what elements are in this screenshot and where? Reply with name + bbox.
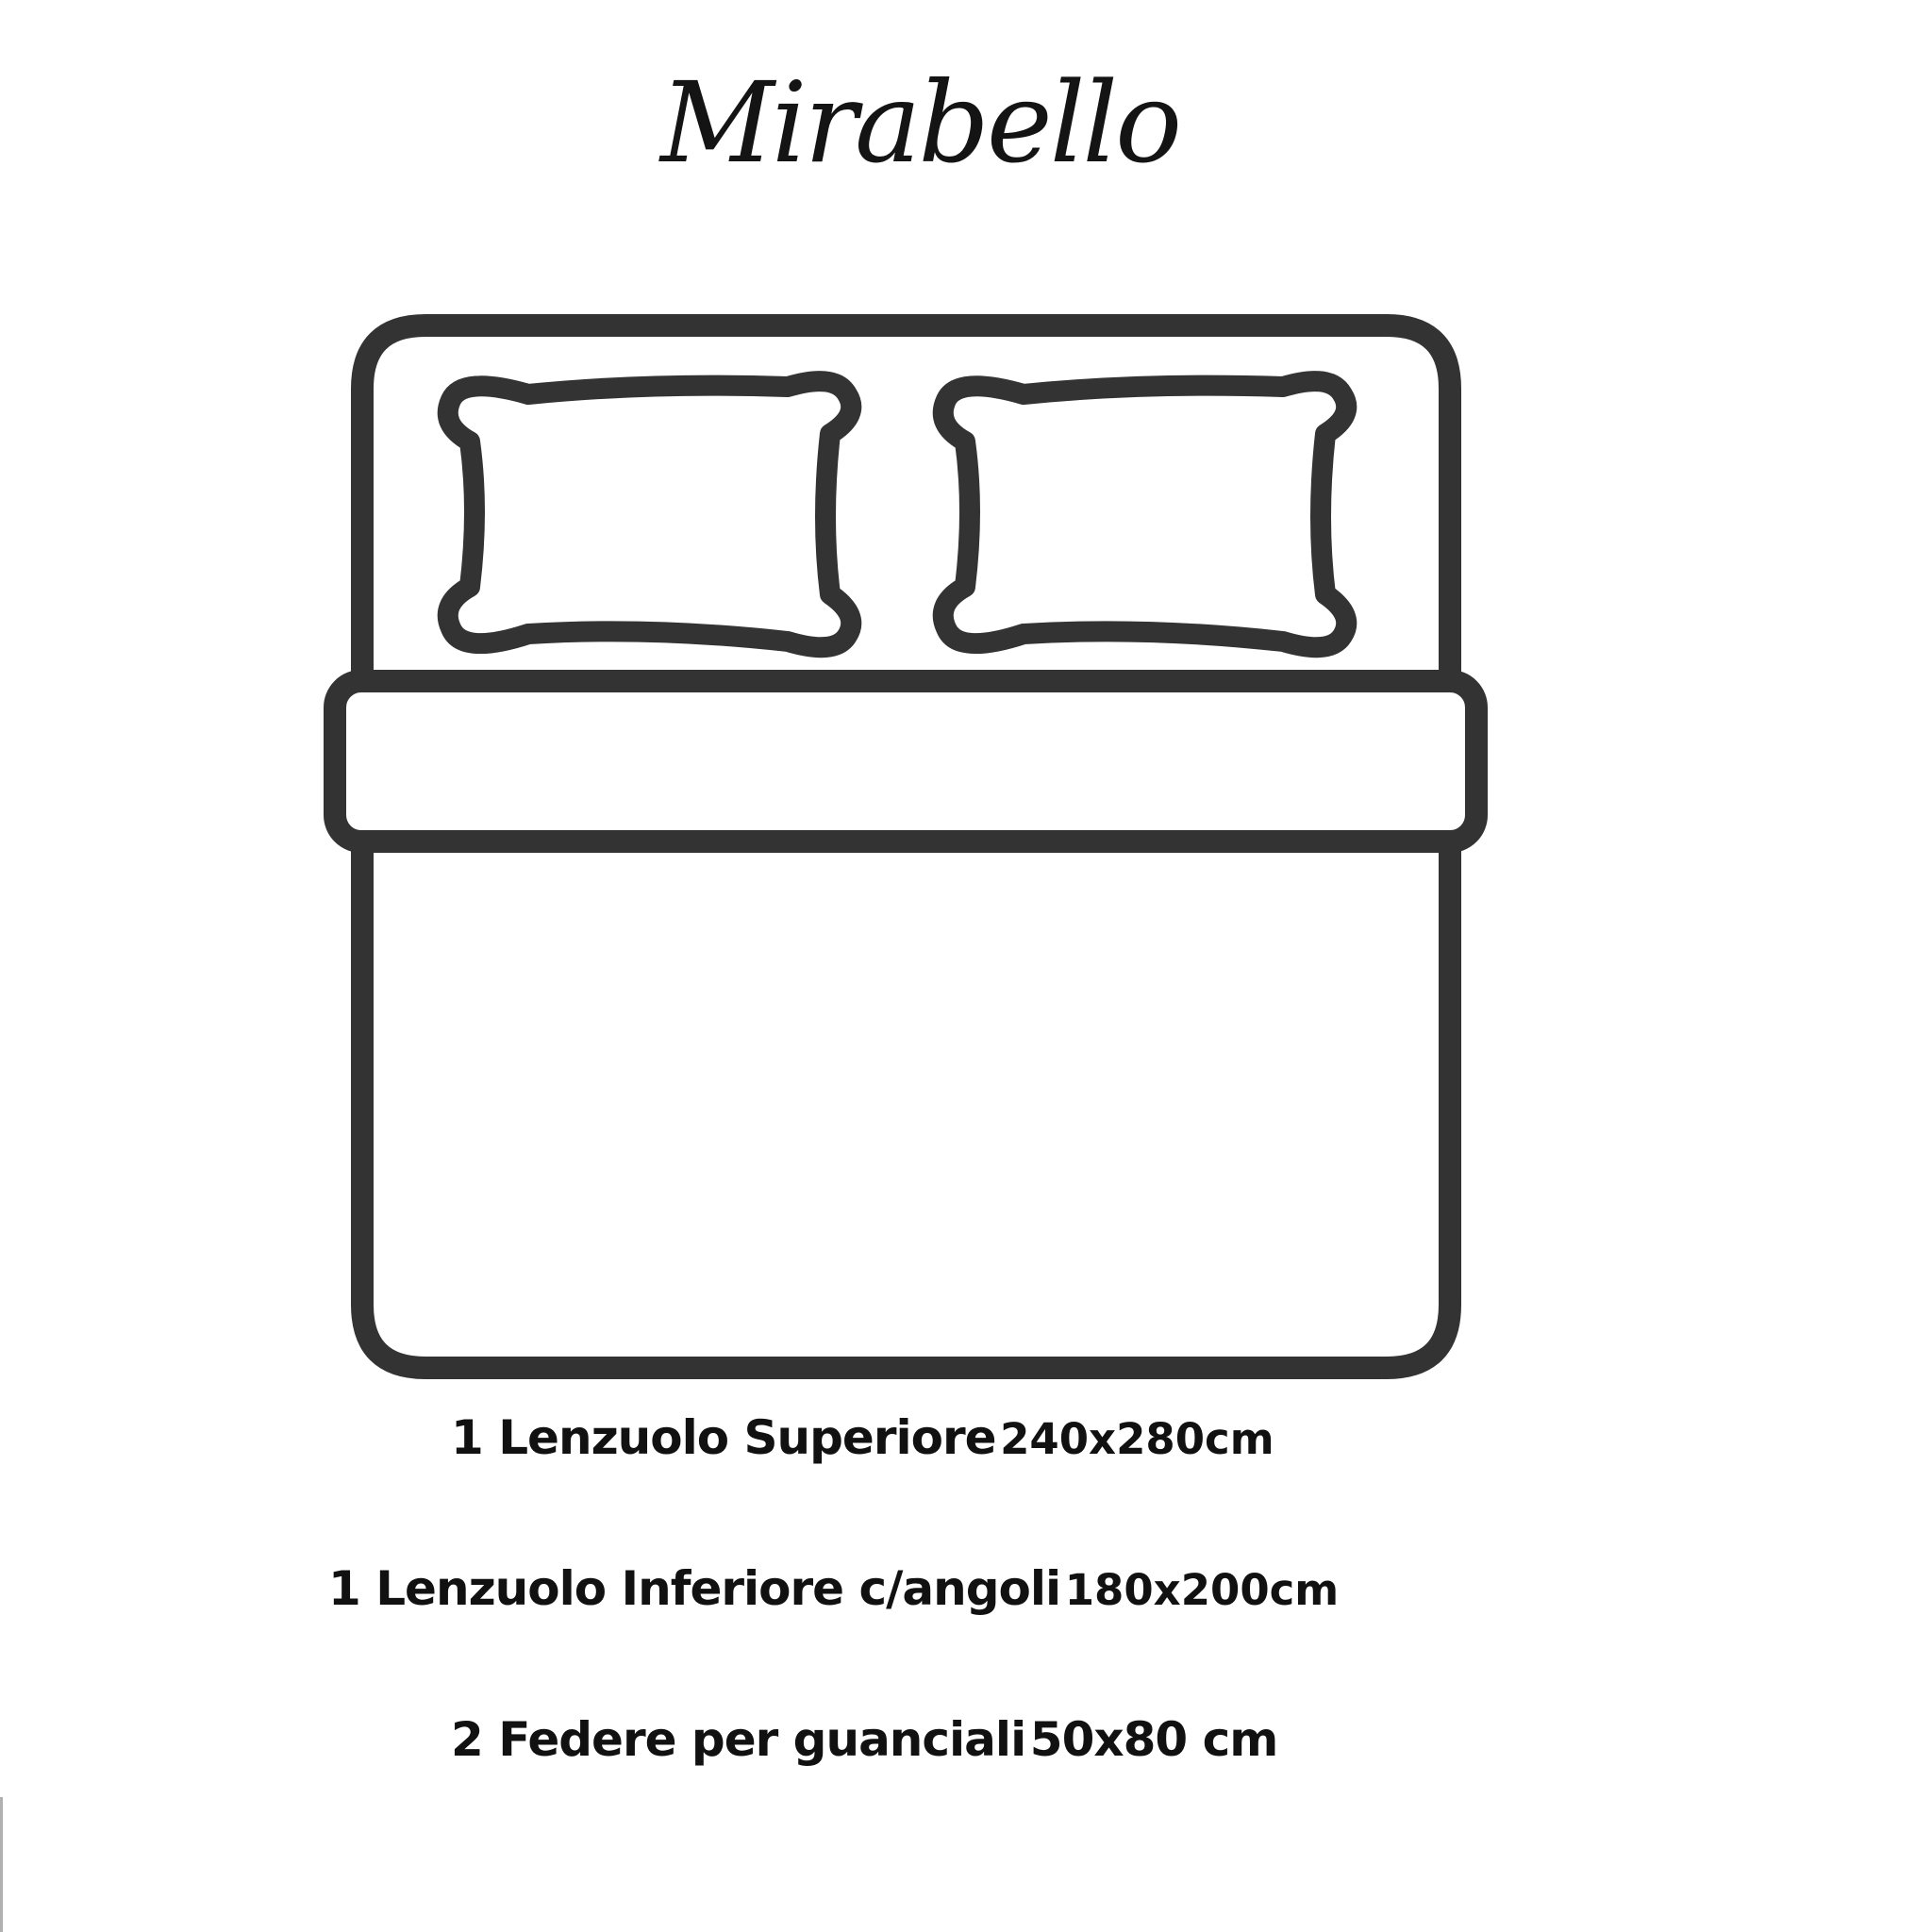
item-fitted-sheet-description: 1 Lenzuolo Inferiore c/angoli bbox=[328, 1561, 1061, 1616]
bed-mattress bbox=[362, 841, 1450, 1368]
pillow-right-icon bbox=[943, 381, 1347, 647]
item-top-sheet-size: 240x280cm bbox=[1000, 1414, 1274, 1464]
item-top-sheet-description: 1 Lenzuolo Superiore bbox=[451, 1410, 996, 1465]
item-pillowcases-size: 50x80 cm bbox=[1029, 1712, 1278, 1767]
item-top-sheet bbox=[451, 1410, 1274, 1465]
pillow-left-icon bbox=[448, 381, 852, 647]
brand-logo: Mirabello bbox=[660, 58, 1180, 188]
item-fitted-sheet-size: 180x200cm bbox=[1064, 1565, 1340, 1615]
item-pillowcases-description: 2 Federe per guanciali bbox=[451, 1712, 1026, 1767]
bed-sheet-fold bbox=[335, 681, 1476, 841]
item-pillowcases bbox=[451, 1712, 1277, 1767]
item-fitted-sheet bbox=[328, 1561, 1339, 1616]
edge-divider bbox=[0, 1797, 3, 1932]
